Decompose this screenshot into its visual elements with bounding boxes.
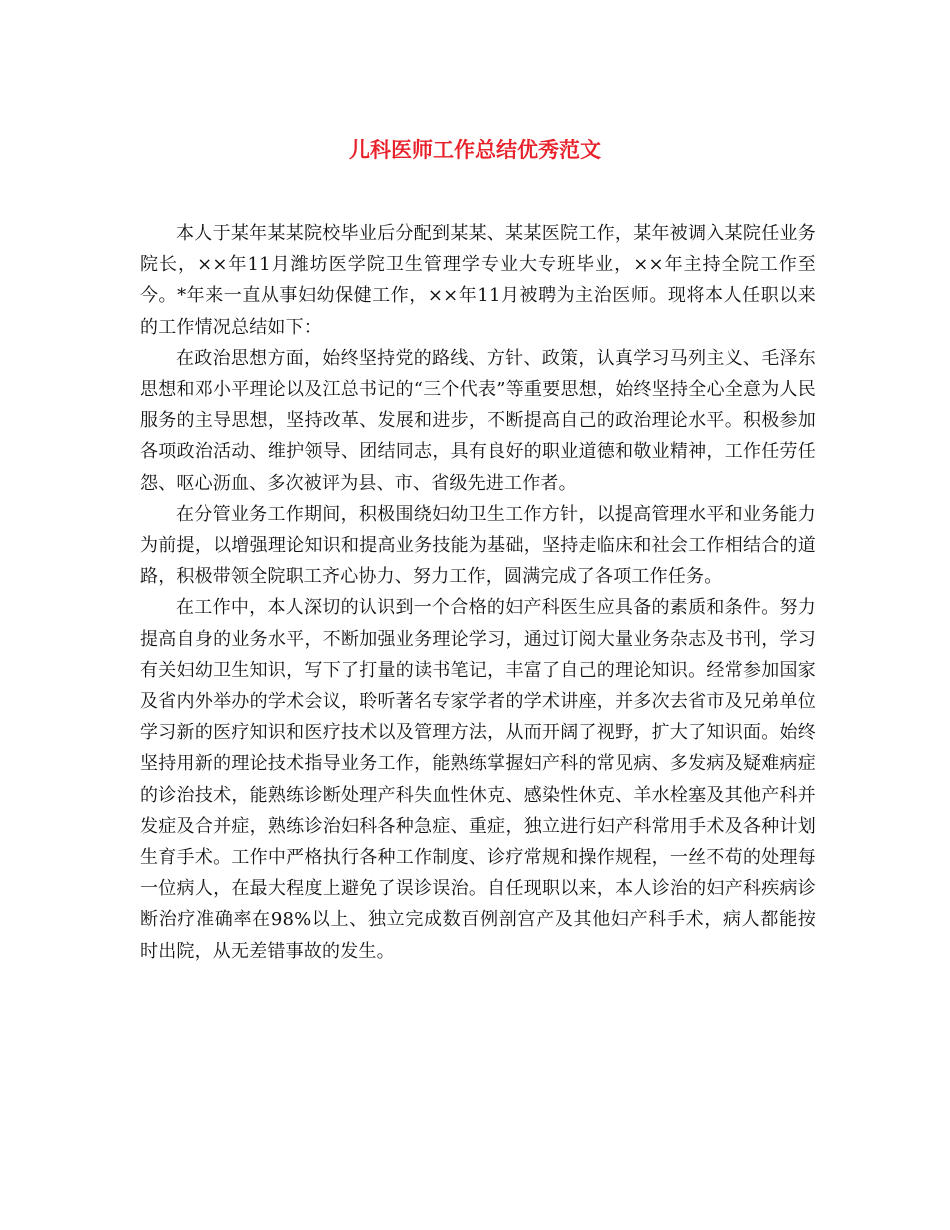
document-body (140, 218, 816, 967)
paragraph-management: 在分管业务工作期间，积极围绕妇幼卫生工作方针，以提高管理水平和业务能力为前提，以增强理论知识和提高业务技能为基础，坚持走临床和社会工作相结合的道路，积极带领全院职工齐心协力、努力工作，圆满完成了各项工作任务。 (140, 503, 816, 588)
paragraph-clinical-work: 在工作中，本人深切的认识到一个合格的妇产科医生应具备的素质和条件。努力提高自身的业务水平，不断加强业务理论学习，通过订阅大量业务杂志及书刊，学习有关妇幼卫生知识，写下了打量的读书笔记，丰富了自己的理论知识。经常参加国家及省内外举办的学术会议，聆听著名专家学者的学术讲座，并多次去省市及兄弟单位学习新的医疗知识和医疗技术以及管理方法，从而开阔了视野，扩大了知识面。始终坚持用新的理论技术指导业务工作，能熟练掌握妇产科的常见病、多发病及疑难病症的诊治技术，能熟练诊断处理产科失血性休克、感染性休克、羊水栓塞及其他产科并发症及合并症，熟练诊治妇科各种急症、重症，独立进行妇产科常用手术及各种计划生育手术。工作中严格执行各种工作制度、诊疗常规和操作规程，一丝不苟的处理每一位病人，在最大程度上避免了误诊误治。自任现职以来，本人诊治的妇产科疾病诊断治疗准确率在98%以上、独立完成数百例剖宫产及其他妇产科手术，病人都能按时出院，从无差错事故的发生。 (140, 597, 816, 962)
paragraph-political: 在政治思想方面，始终坚持党的路线、方针、政策，认真学习马列主义、毛泽东思想和邓小平理论以及江总书记的“三个代表”等重要思想，始终坚持全心全意为人民服务的主导思想，坚持改革、发展和进步，不断提高自己的政治理论水平。积极参加各项政治活动、维护领导、团结同志，具有良好的职业道德和敬业精神，工作任劳任怨、呕心沥血、多次被评为县、市、省级先进工作者。 (140, 347, 816, 494)
document-title: 儿科医师工作总结优秀范文 (349, 138, 601, 162)
paragraph-intro: 本人于某年某某院校毕业后分配到某某、某某医院工作，某年被调入某院任业务院长，××年11月潍坊医学院卫生管理学专业大专班毕业，××年主持全院工作至今。*年来一直从事妇幼保健工作，××年11月被聘为主治医师。现将本人任职以来的工作情况总结如下： (140, 223, 816, 338)
